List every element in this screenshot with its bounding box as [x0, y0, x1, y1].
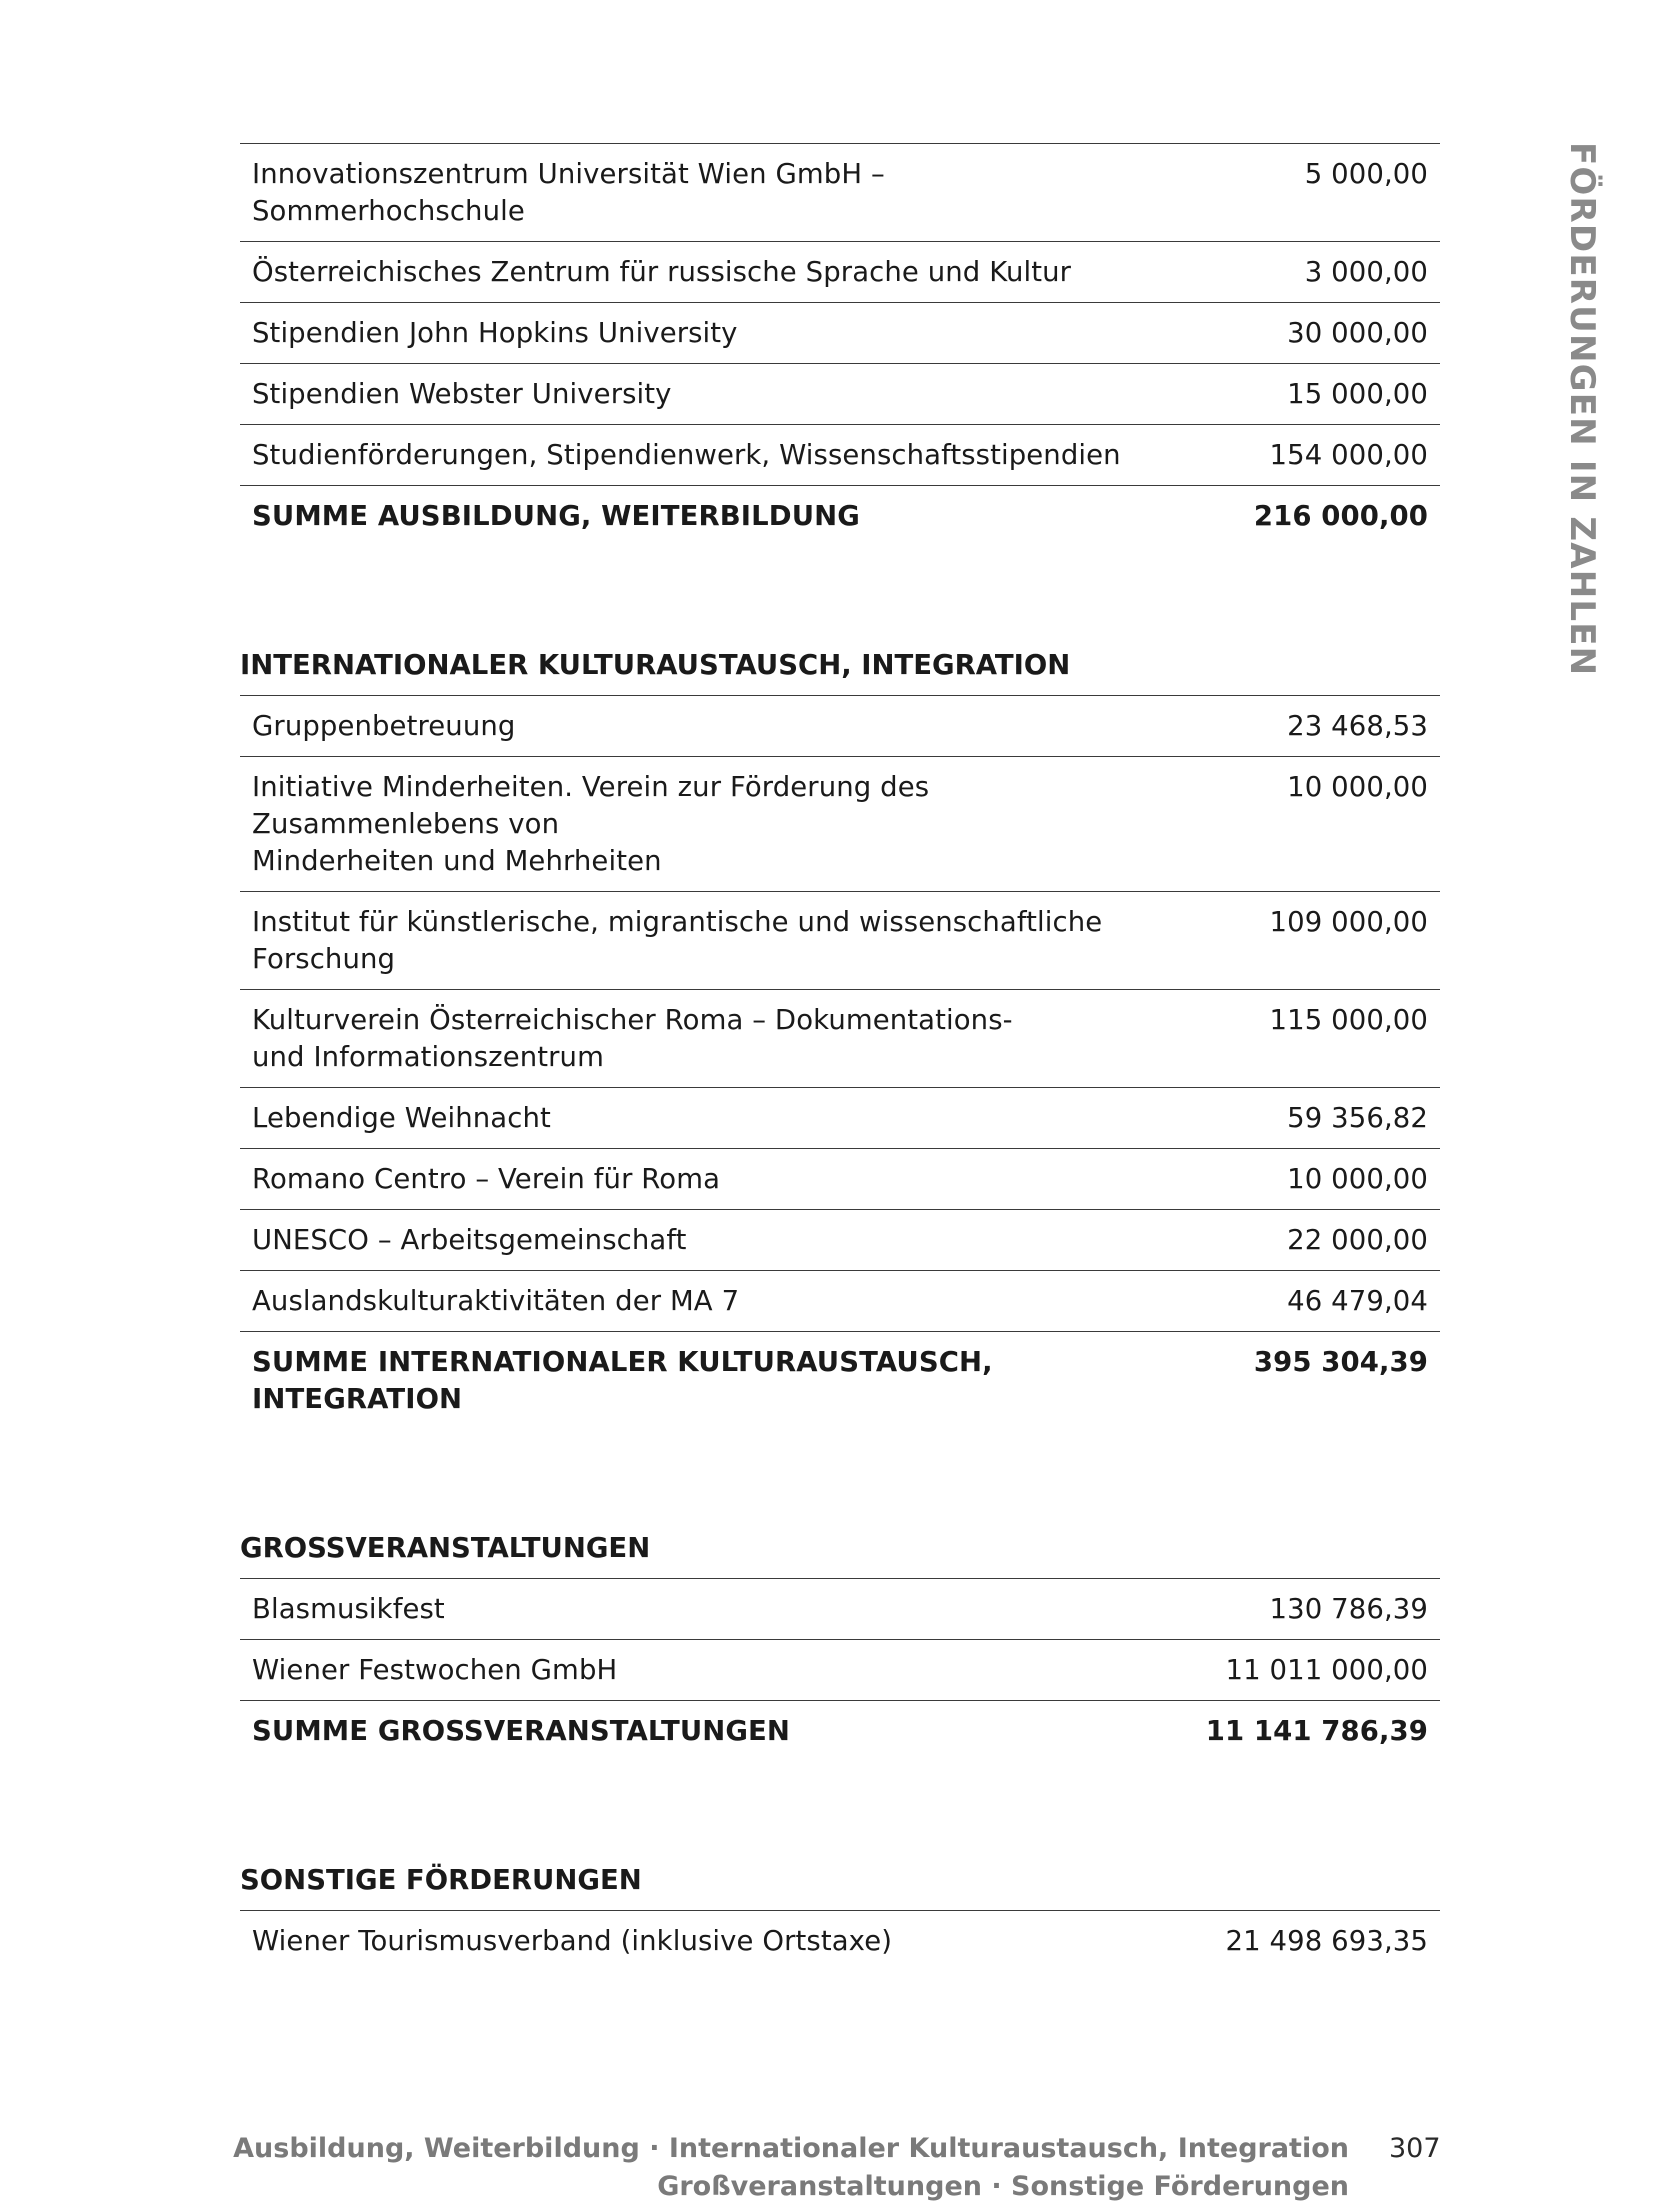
table-row: [240, 990, 1440, 1088]
row-amount: 10 000,00: [1287, 771, 1428, 803]
row-name: Institut für künstlerische, migrantische und wissenschaftliche Forschung: [252, 906, 1103, 975]
table-row: [240, 144, 1440, 242]
table-row: [240, 757, 1440, 892]
section-heading-gross: GROSSVERANSTALTUNGEN: [240, 1532, 651, 1564]
row-amount: 115 000,00: [1269, 1004, 1428, 1036]
row-amount: 3 000,00: [1304, 256, 1428, 288]
row-name-line2: Minderheiten und Mehrheiten: [252, 845, 662, 877]
row-name: UNESCO – Arbeitsgemeinschaft: [252, 1224, 687, 1256]
page-number: 307: [1389, 2133, 1441, 2164]
table-row: [240, 425, 1440, 486]
row-amount: 154 000,00: [1269, 439, 1428, 471]
row-amount: 22 000,00: [1287, 1224, 1428, 1256]
row-amount: 21 498 693,35: [1225, 1925, 1428, 1957]
total-label: SUMME AUSBILDUNG, WEITERBILDUNG: [252, 500, 860, 532]
row-amount: 59 356,82: [1287, 1102, 1428, 1134]
row-amount: 5 000,00: [1304, 158, 1428, 190]
row-amount: 109 000,00: [1269, 906, 1428, 938]
total-row: [240, 1701, 1440, 1762]
row-name: Innovationszentrum Universität Wien GmbH – Sommerhochschule: [252, 158, 885, 227]
total-label: SUMME GROSSVERANSTALTUNGEN: [252, 1715, 791, 1747]
table-international: [240, 695, 1440, 1429]
table-row: [240, 242, 1440, 303]
row-name: Gruppenbetreuung: [252, 710, 516, 742]
row-name: Blasmusikfest: [252, 1593, 445, 1625]
section-heading-international: INTERNATIONALER KULTURAUSTAUSCH, INTEGRATION: [240, 649, 1071, 681]
row-name: [240, 990, 1156, 1088]
row-name: Romano Centro – Verein für Roma: [252, 1163, 721, 1195]
row-name: Stipendien John Hopkins University: [252, 317, 738, 349]
table-row: [240, 1911, 1440, 1972]
row-amount: 11 011 000,00: [1225, 1654, 1428, 1686]
total-label: SUMME INTERNATIONALER KULTURAUSTAUSCH, INTEGRATION: [252, 1346, 993, 1415]
table-row: [240, 303, 1440, 364]
row-name-line1: Kulturverein Österreichischer Roma – Dokumentations-: [252, 1004, 1013, 1036]
row-amount: 30 000,00: [1287, 317, 1428, 349]
page-content: [240, 143, 1440, 1971]
table-row: [240, 1149, 1440, 1210]
section-heading-sonstige: SONSTIGE FÖRDERUNGEN: [240, 1864, 642, 1896]
table-gross: [240, 1578, 1440, 1761]
table-row: [240, 1271, 1440, 1332]
row-name-line2: und Informationszentrum: [252, 1041, 604, 1073]
row-name: Auslandskulturaktivitäten der MA 7: [252, 1285, 740, 1317]
row-name-line1: Initiative Minderheiten. Verein zur Förderung des Zusammenlebens von: [252, 771, 930, 840]
row-amount: 10 000,00: [1287, 1163, 1428, 1195]
table-row: [240, 696, 1440, 757]
total-row: [240, 1332, 1440, 1430]
table-row: [240, 1579, 1440, 1640]
row-amount: 46 479,04: [1287, 1285, 1428, 1317]
row-name: Wiener Festwochen GmbH: [252, 1654, 618, 1686]
row-name: Studienförderungen, Stipendienwerk, Wissenschaftsstipendien: [252, 439, 1121, 471]
footer-section-titles: [233, 2130, 1349, 2206]
table-row: [240, 1210, 1440, 1271]
footer-line2: Großveranstaltungen · Sonstige Förderungen: [657, 2171, 1349, 2202]
table-row: [240, 364, 1440, 425]
row-name: Lebendige Weihnacht: [252, 1102, 551, 1134]
footer-line1: Ausbildung, Weiterbildung · Internationaler Kulturaustausch, Integration: [233, 2133, 1349, 2164]
row-amount: 130 786,39: [1269, 1593, 1428, 1625]
side-section-label: FÖRDERUNGEN IN ZAHLEN: [1562, 142, 1602, 677]
total-row: [240, 486, 1440, 547]
total-amount: 216 000,00: [1253, 500, 1428, 532]
row-amount: 15 000,00: [1287, 378, 1428, 410]
row-name: Wiener Tourismusverband (inklusive Ortstaxe): [252, 1925, 893, 1957]
table-ausbildung: [240, 143, 1440, 546]
table-sonstige: [240, 1910, 1440, 1971]
row-amount: 23 468,53: [1287, 710, 1428, 742]
table-row: [240, 1640, 1440, 1701]
row-name: Österreichisches Zentrum für russische Sprache und Kultur: [252, 256, 1072, 288]
total-amount: 11 141 786,39: [1205, 1715, 1428, 1747]
row-name: Stipendien Webster University: [252, 378, 672, 410]
row-name: [240, 757, 1156, 892]
table-row: [240, 892, 1440, 990]
total-amount: 395 304,39: [1253, 1346, 1428, 1378]
table-row: [240, 1088, 1440, 1149]
